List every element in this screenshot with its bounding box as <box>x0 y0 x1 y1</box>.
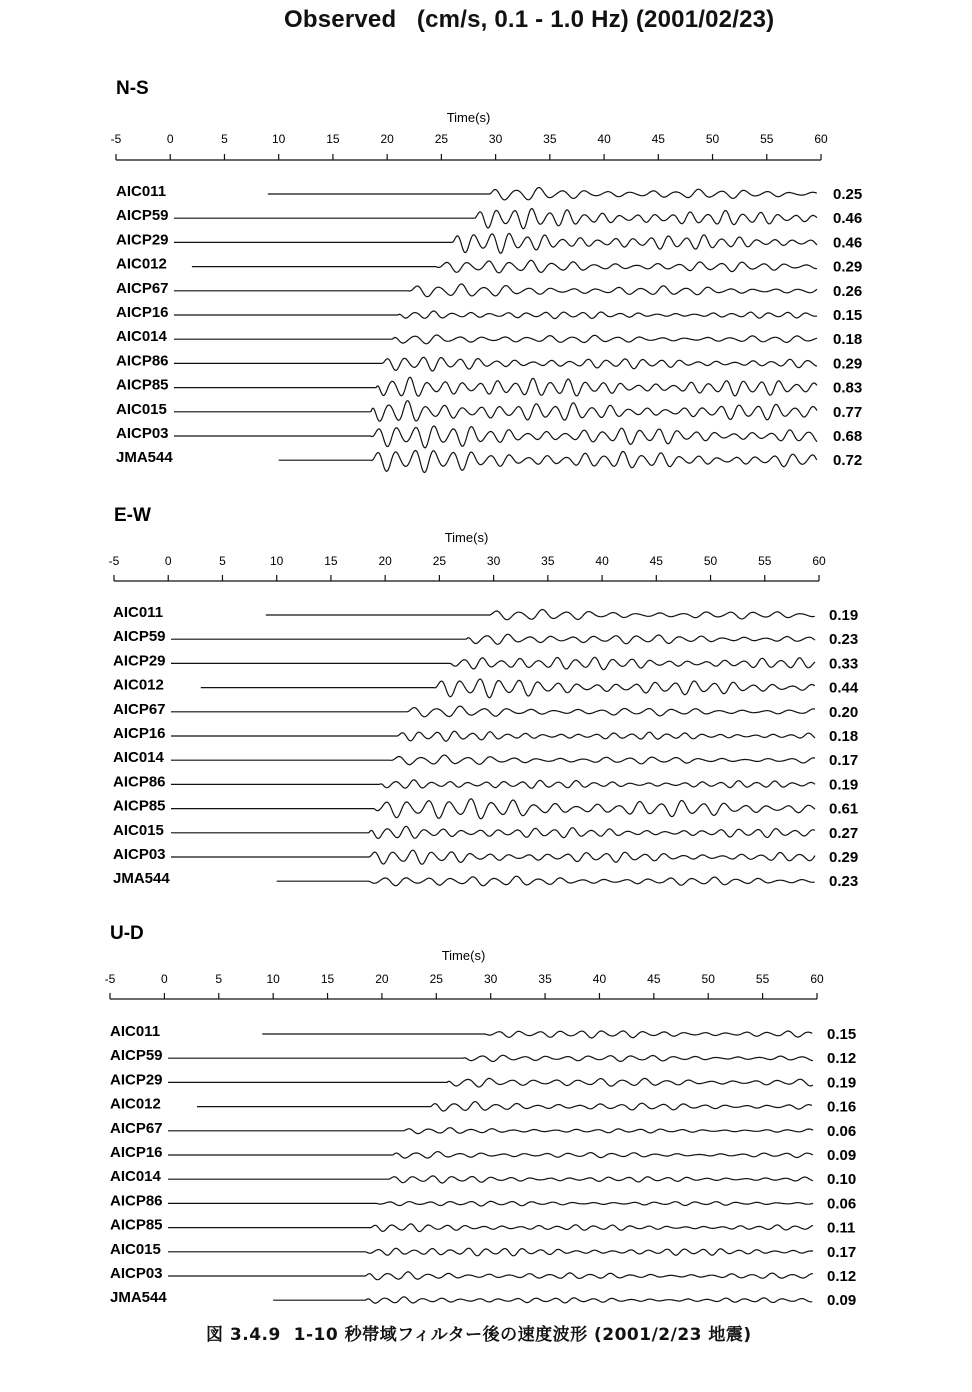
peak-amplitude-label: 0.68 <box>833 428 863 445</box>
x-tick-label: 10 <box>272 132 286 146</box>
x-tick-label: 40 <box>592 972 607 986</box>
station-label: AIC015 <box>116 400 167 418</box>
station-label: AICP86 <box>110 1192 163 1210</box>
peak-amplitude-label: 0.18 <box>829 728 859 745</box>
station-label: AICP29 <box>110 1071 163 1089</box>
waveform-trace <box>168 1055 813 1061</box>
peak-amplitude-label: 0.77 <box>833 403 863 421</box>
component-label: U-D <box>110 923 144 944</box>
peak-amplitude-label: 0.23 <box>829 631 859 649</box>
x-tick-label: 20 <box>378 554 392 568</box>
x-tick-label: 0 <box>161 972 168 986</box>
station-label: AICP67 <box>113 700 166 718</box>
peak-amplitude-label: 0.19 <box>827 1074 857 1092</box>
station-label: JMA544 <box>110 1289 167 1307</box>
figure-title: Observed (cm/s, 0.1 - 1.0 Hz) (2001/02/23) <box>284 6 775 33</box>
waveform-trace <box>168 1176 813 1183</box>
x-tick-label: -5 <box>104 972 116 986</box>
waveform-trace <box>266 610 815 620</box>
waveform-trace <box>168 1128 813 1134</box>
peak-amplitude-label: 0.11 <box>827 1219 856 1237</box>
x-tick-label: 40 <box>595 554 609 568</box>
waveform-trace <box>174 426 817 448</box>
x-tick-label: 0 <box>164 554 172 568</box>
figure-caption: 図 3.4.9 1-10 秒帯域フィルター後の速度波形 (2001/2/23 地震) <box>206 1325 752 1345</box>
station-label: JMA544 <box>116 449 173 467</box>
peak-amplitude-label: 0.19 <box>829 607 859 624</box>
peak-amplitude-label: 0.18 <box>833 331 863 349</box>
station-label: AIC011 <box>113 604 164 621</box>
x-tick-label: 20 <box>375 972 389 986</box>
peak-amplitude-label: 0.12 <box>827 1050 857 1068</box>
waveform-trace <box>277 876 815 886</box>
peak-amplitude-label: 0.29 <box>829 849 859 866</box>
peak-amplitude-label: 0.23 <box>829 873 859 891</box>
x-tick-label: -5 <box>108 554 120 568</box>
peak-amplitude-label: 0.09 <box>827 1147 857 1164</box>
waveform-trace <box>174 311 817 319</box>
x-tick-label: 50 <box>703 554 718 568</box>
peak-amplitude-label: 0.16 <box>827 1098 857 1116</box>
station-label: AIC015 <box>113 821 164 839</box>
waveform-trace <box>174 377 817 396</box>
x-tick-label: 60 <box>812 554 826 568</box>
waveform-trace <box>174 233 817 253</box>
x-tick-label: 45 <box>647 972 661 986</box>
x-tick-label: 5 <box>221 132 228 146</box>
x-tick-label: 50 <box>701 972 715 986</box>
peak-amplitude-label: 0.26 <box>833 282 863 300</box>
station-label: AICP85 <box>113 797 166 815</box>
waveform-trace <box>168 1078 813 1087</box>
x-tick-label: 60 <box>814 132 828 146</box>
station-label: AICP16 <box>113 725 166 742</box>
x-axis-title: Time(s) <box>446 110 491 125</box>
waveform-trace <box>168 1248 813 1256</box>
station-label: AICP67 <box>116 279 169 297</box>
x-tick-label: 25 <box>432 554 447 568</box>
x-tick-label: 35 <box>543 132 557 146</box>
waveform-trace <box>171 755 815 765</box>
waveform-trace <box>197 1102 812 1111</box>
peak-amplitude-label: 0.06 <box>827 1122 857 1140</box>
waveform-trace <box>168 1201 813 1206</box>
waveform-trace <box>174 335 817 344</box>
station-label: AIC014 <box>113 749 164 767</box>
x-tick-label: 10 <box>266 972 280 986</box>
station-label: AICP29 <box>113 652 166 670</box>
peak-amplitude-label: 0.44 <box>829 679 859 697</box>
peak-amplitude-label: 0.10 <box>827 1171 857 1189</box>
peak-amplitude-label: 0.72 <box>833 452 863 470</box>
component-label: E-W <box>114 505 151 526</box>
panel-e-w <box>109 505 859 890</box>
station-label: AICP85 <box>110 1216 163 1234</box>
x-axis-title: Time(s) <box>441 948 486 963</box>
x-tick-label: 35 <box>541 554 555 568</box>
station-label: AICP03 <box>113 846 166 863</box>
peak-amplitude-label: 0.15 <box>827 1026 857 1043</box>
station-label: AIC012 <box>116 255 167 273</box>
station-label: AICP16 <box>116 304 169 321</box>
x-tick-label: 35 <box>538 972 552 986</box>
station-label: AIC012 <box>113 676 164 694</box>
peak-amplitude-label: 0.19 <box>829 776 859 794</box>
waveform-trace <box>174 357 817 371</box>
waveform-trace <box>201 679 815 698</box>
waveform-trace <box>171 826 815 838</box>
x-tick-label: 5 <box>219 554 226 568</box>
peak-amplitude-label: 0.06 <box>827 1195 857 1213</box>
peak-amplitude-label: 0.33 <box>829 655 859 673</box>
station-label: JMA544 <box>113 870 170 888</box>
x-tick-label: 55 <box>760 132 774 146</box>
peak-amplitude-label: 0.83 <box>833 379 863 397</box>
waveform-trace <box>171 634 815 644</box>
x-tick-label: -5 <box>110 132 122 146</box>
peak-amplitude-label: 0.29 <box>833 355 863 373</box>
waveform-trace <box>171 799 815 819</box>
waveform-trace <box>168 1152 813 1159</box>
x-tick-label: 15 <box>326 132 340 146</box>
x-tick-label: 5 <box>215 972 223 986</box>
waveform-trace <box>174 401 817 422</box>
station-label: AICP86 <box>116 352 169 370</box>
x-tick-label: 30 <box>484 972 498 986</box>
station-label: AIC012 <box>110 1095 161 1113</box>
peak-amplitude-label: 0.09 <box>827 1292 857 1310</box>
x-tick-label: 15 <box>320 972 335 986</box>
peak-amplitude-label: 0.46 <box>833 234 863 252</box>
panel-n-s <box>111 78 863 473</box>
peak-amplitude-label: 0.25 <box>833 186 863 203</box>
peak-amplitude-label: 0.20 <box>829 703 859 721</box>
x-tick-label: 20 <box>380 132 394 146</box>
station-label: AICP86 <box>113 773 166 791</box>
peak-amplitude-label: 0.61 <box>829 800 859 818</box>
component-label: N-S <box>116 78 149 99</box>
station-label: AICP67 <box>110 1119 163 1137</box>
station-label: AICP16 <box>110 1144 163 1161</box>
station-label: AICP59 <box>110 1047 163 1065</box>
waveform-trace <box>171 657 815 669</box>
waveform-trace <box>168 1272 813 1280</box>
x-tick-label: 15 <box>324 554 338 568</box>
x-tick-label: 0 <box>166 132 174 146</box>
waveform-trace <box>268 188 817 200</box>
peak-amplitude-label: 0.17 <box>827 1243 857 1261</box>
peak-amplitude-label: 0.27 <box>829 824 859 842</box>
waveform-trace <box>171 850 815 864</box>
station-label: AICP29 <box>116 231 169 249</box>
x-tick-label: 55 <box>755 972 770 986</box>
x-tick-label: 55 <box>758 554 772 568</box>
station-label: AICP03 <box>110 1265 163 1282</box>
station-label: AICP85 <box>116 376 169 394</box>
x-tick-label: 10 <box>270 554 284 568</box>
waveform-trace <box>273 1297 812 1303</box>
x-tick-label: 60 <box>810 972 824 986</box>
x-tick-label: 30 <box>488 132 503 146</box>
waveform-trace <box>192 260 817 273</box>
x-tick-label: 30 <box>486 554 501 568</box>
panel-u-d <box>105 923 857 1309</box>
waveform-trace <box>168 1224 813 1232</box>
station-label: AIC011 <box>110 1023 161 1040</box>
x-tick-label: 25 <box>429 972 443 986</box>
waveform-trace <box>171 706 815 717</box>
waveform-trace <box>171 731 815 741</box>
station-label: AICP03 <box>116 425 169 442</box>
x-tick-label: 45 <box>651 132 665 146</box>
station-label: AICP59 <box>113 628 166 646</box>
x-tick-label: 45 <box>649 554 663 568</box>
station-label: AIC014 <box>116 328 167 346</box>
waveform-trace <box>171 780 815 789</box>
waveform-trace <box>262 1031 812 1038</box>
peak-amplitude-label: 0.12 <box>827 1268 857 1285</box>
station-label: AIC011 <box>116 183 167 200</box>
x-axis-title: Time(s) <box>444 530 489 545</box>
peak-amplitude-label: 0.46 <box>833 210 863 228</box>
x-tick-label: 25 <box>434 132 449 146</box>
station-label: AIC014 <box>110 1168 161 1186</box>
waveform-trace <box>279 451 817 473</box>
x-tick-label: 40 <box>597 132 611 146</box>
peak-amplitude-label: 0.17 <box>829 752 859 770</box>
x-tick-label: 50 <box>705 132 720 146</box>
station-label: AIC015 <box>110 1240 161 1258</box>
waveform-trace <box>174 209 817 229</box>
peak-amplitude-label: 0.15 <box>833 307 863 324</box>
station-label: AICP59 <box>116 207 169 225</box>
peak-amplitude-label: 0.29 <box>833 258 863 276</box>
waveform-trace <box>174 284 817 297</box>
